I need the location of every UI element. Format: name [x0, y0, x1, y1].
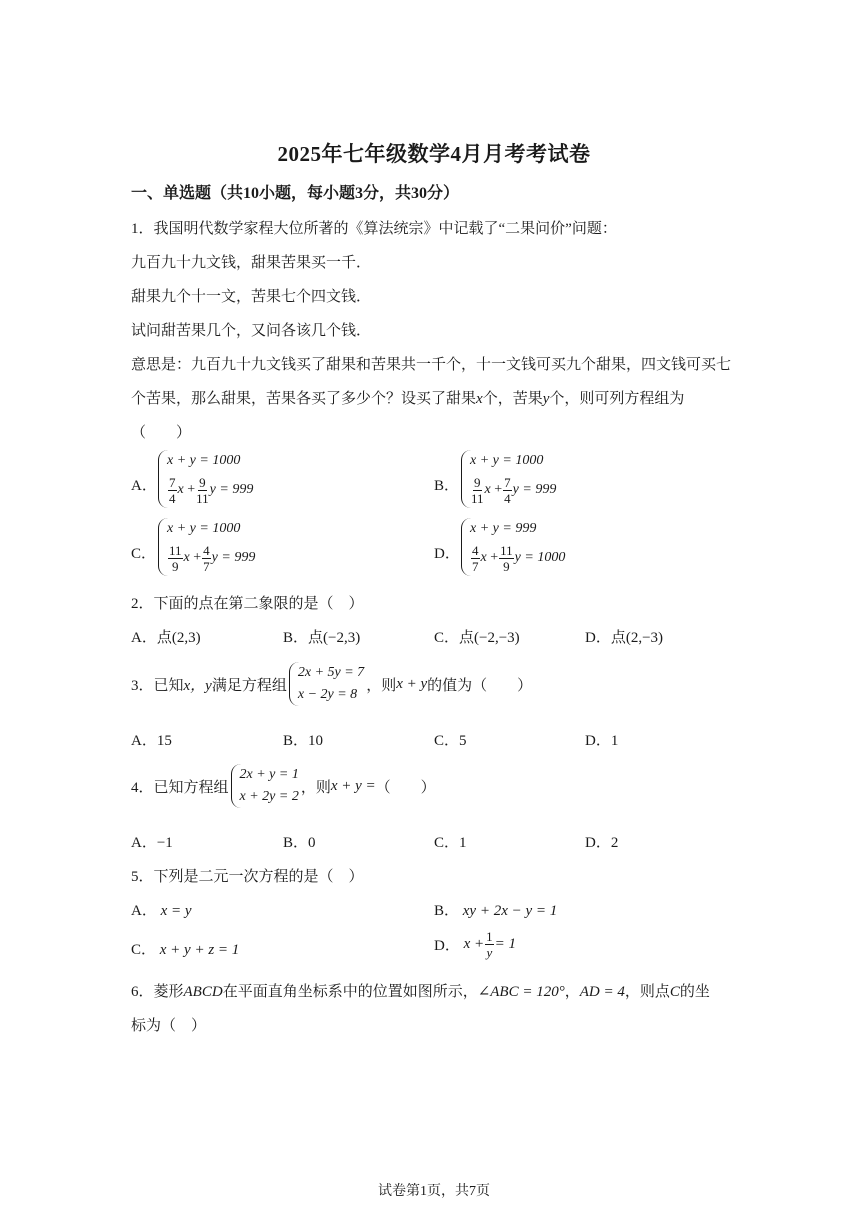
q5-option-b[interactable]: B． xy + 2x − y = 1	[434, 903, 558, 919]
q4-system: 2x + y = 1 x + 2y = 2	[231, 764, 299, 808]
q1-line3: 甜果九个十一文，苦果七个四文钱．	[131, 289, 372, 305]
q1-option-a-system[interactable]	[158, 450, 253, 508]
q4-option-d[interactable]: D．2	[585, 835, 619, 851]
q4-stem: 4．已知方程组 2x + y = 1 x + 2y = 2 ，则 x + y = （ ）	[131, 764, 436, 808]
q5-stem: 5．下列是二元一次方程的是（ ）	[131, 869, 364, 885]
equation: x + y = 1000	[167, 453, 241, 468]
section-heading: 一、单选题（共10小题，每小题3分，共30分）	[131, 185, 460, 202]
q4-option-c[interactable]: C．1	[434, 835, 467, 851]
equation: $\frac{4}{7}$ x + $\frac{11}{9}$ y = 1000	[472, 542, 566, 574]
q5-option-d[interactable]: D． x + $\frac{1}{y}$ = 1	[434, 929, 516, 960]
q3-option-d[interactable]: D．1	[585, 733, 619, 749]
equation: $\frac{11}{9}$ x + $\frac{4}{7}$ y = 999	[169, 542, 256, 574]
q2-option-b[interactable]: B．点(−2,3)	[283, 630, 361, 646]
q1-option-b-label[interactable]: B．	[434, 478, 460, 494]
var-x: x	[476, 391, 483, 407]
q2-option-a[interactable]: A．点(2,3)	[131, 630, 201, 646]
equation: x + y = 999	[470, 521, 537, 536]
q1-option-b-system[interactable]	[461, 450, 556, 508]
q3-option-b[interactable]: B．10	[283, 733, 324, 749]
q5-option-c[interactable]: C． x + y + z = 1	[131, 942, 240, 958]
q2-stem: 2．下面的点在第二象限的是（ ）	[131, 596, 364, 612]
q1-line2: 九百九十九文钱，甜果苦果买一千．	[131, 255, 372, 271]
q4-option-b[interactable]: B．0	[283, 835, 316, 851]
q3-stem: 3．已知 x，y 满足方程组 2x + 5y = 7 x − 2y = 8 ，则 x + y 的值为（ ）	[131, 662, 532, 706]
q3-system: 2x + 5y = 7 x − 2y = 8	[289, 662, 364, 706]
page-footer: 试卷第1页，共7页	[378, 1184, 490, 1199]
q1-line1: 1．我国明代数学家程大位所著的《算法统宗》中记载了“二果问价”问题：	[131, 221, 617, 237]
equation: $\frac{7}{4}$ x + $\frac{9}{11}$ y = 999	[169, 474, 254, 506]
q1-answer-blank: （ ）	[131, 425, 192, 441]
q4-option-a[interactable]: A．−1	[131, 835, 173, 851]
q1-line6-b: 个，苦果	[482, 391, 543, 407]
q1-option-a-label[interactable]: A．	[131, 478, 157, 494]
q1-option-d-label[interactable]: D．	[434, 546, 460, 562]
equation: $\frac{9}{11}$ x + $\frac{7}{4}$ y = 999	[471, 474, 557, 506]
q1-line5: 意思是：九百九十九文钱买了甜果和苦果共一千个，十一文钱可买九个甜果，四文钱可买七	[131, 357, 732, 373]
q6-line2: 标为（ ）	[131, 1018, 207, 1034]
equation: x + y = 1000	[167, 521, 241, 536]
q2-option-d[interactable]: D．点(2,−3)	[585, 630, 664, 646]
q1-option-d-system[interactable]	[461, 518, 565, 576]
equation: x + y = 1000	[470, 453, 544, 468]
q1-line6-c: 个，则可列方程组为	[549, 391, 685, 407]
q1-line4: 试问甜苦果几个，又问各该几个钱．	[131, 323, 372, 339]
var-y: y	[542, 391, 550, 407]
q1-option-c-label[interactable]: C．	[131, 546, 157, 562]
q2-option-c[interactable]: C．点(−2,−3)	[434, 630, 520, 646]
q1-option-c-system[interactable]	[158, 518, 255, 576]
q6-line1: 6．菱形ABCD在平面直角坐标系中的位置如图所示，∠ABC = 120°，AD = 4，则点C的坐	[131, 984, 710, 1000]
q1-line6-a: 个苦果，那么甜果，苦果各买了多少个？设买了甜果	[131, 391, 477, 407]
q3-option-c[interactable]: C．5	[434, 733, 467, 749]
q1-line6	[131, 387, 684, 408]
q3-option-a[interactable]: A．15	[131, 733, 172, 749]
q5-option-a[interactable]: A． x = y	[131, 903, 192, 919]
exam-title: 2025年七年级数学4月月考考试卷	[277, 142, 591, 166]
